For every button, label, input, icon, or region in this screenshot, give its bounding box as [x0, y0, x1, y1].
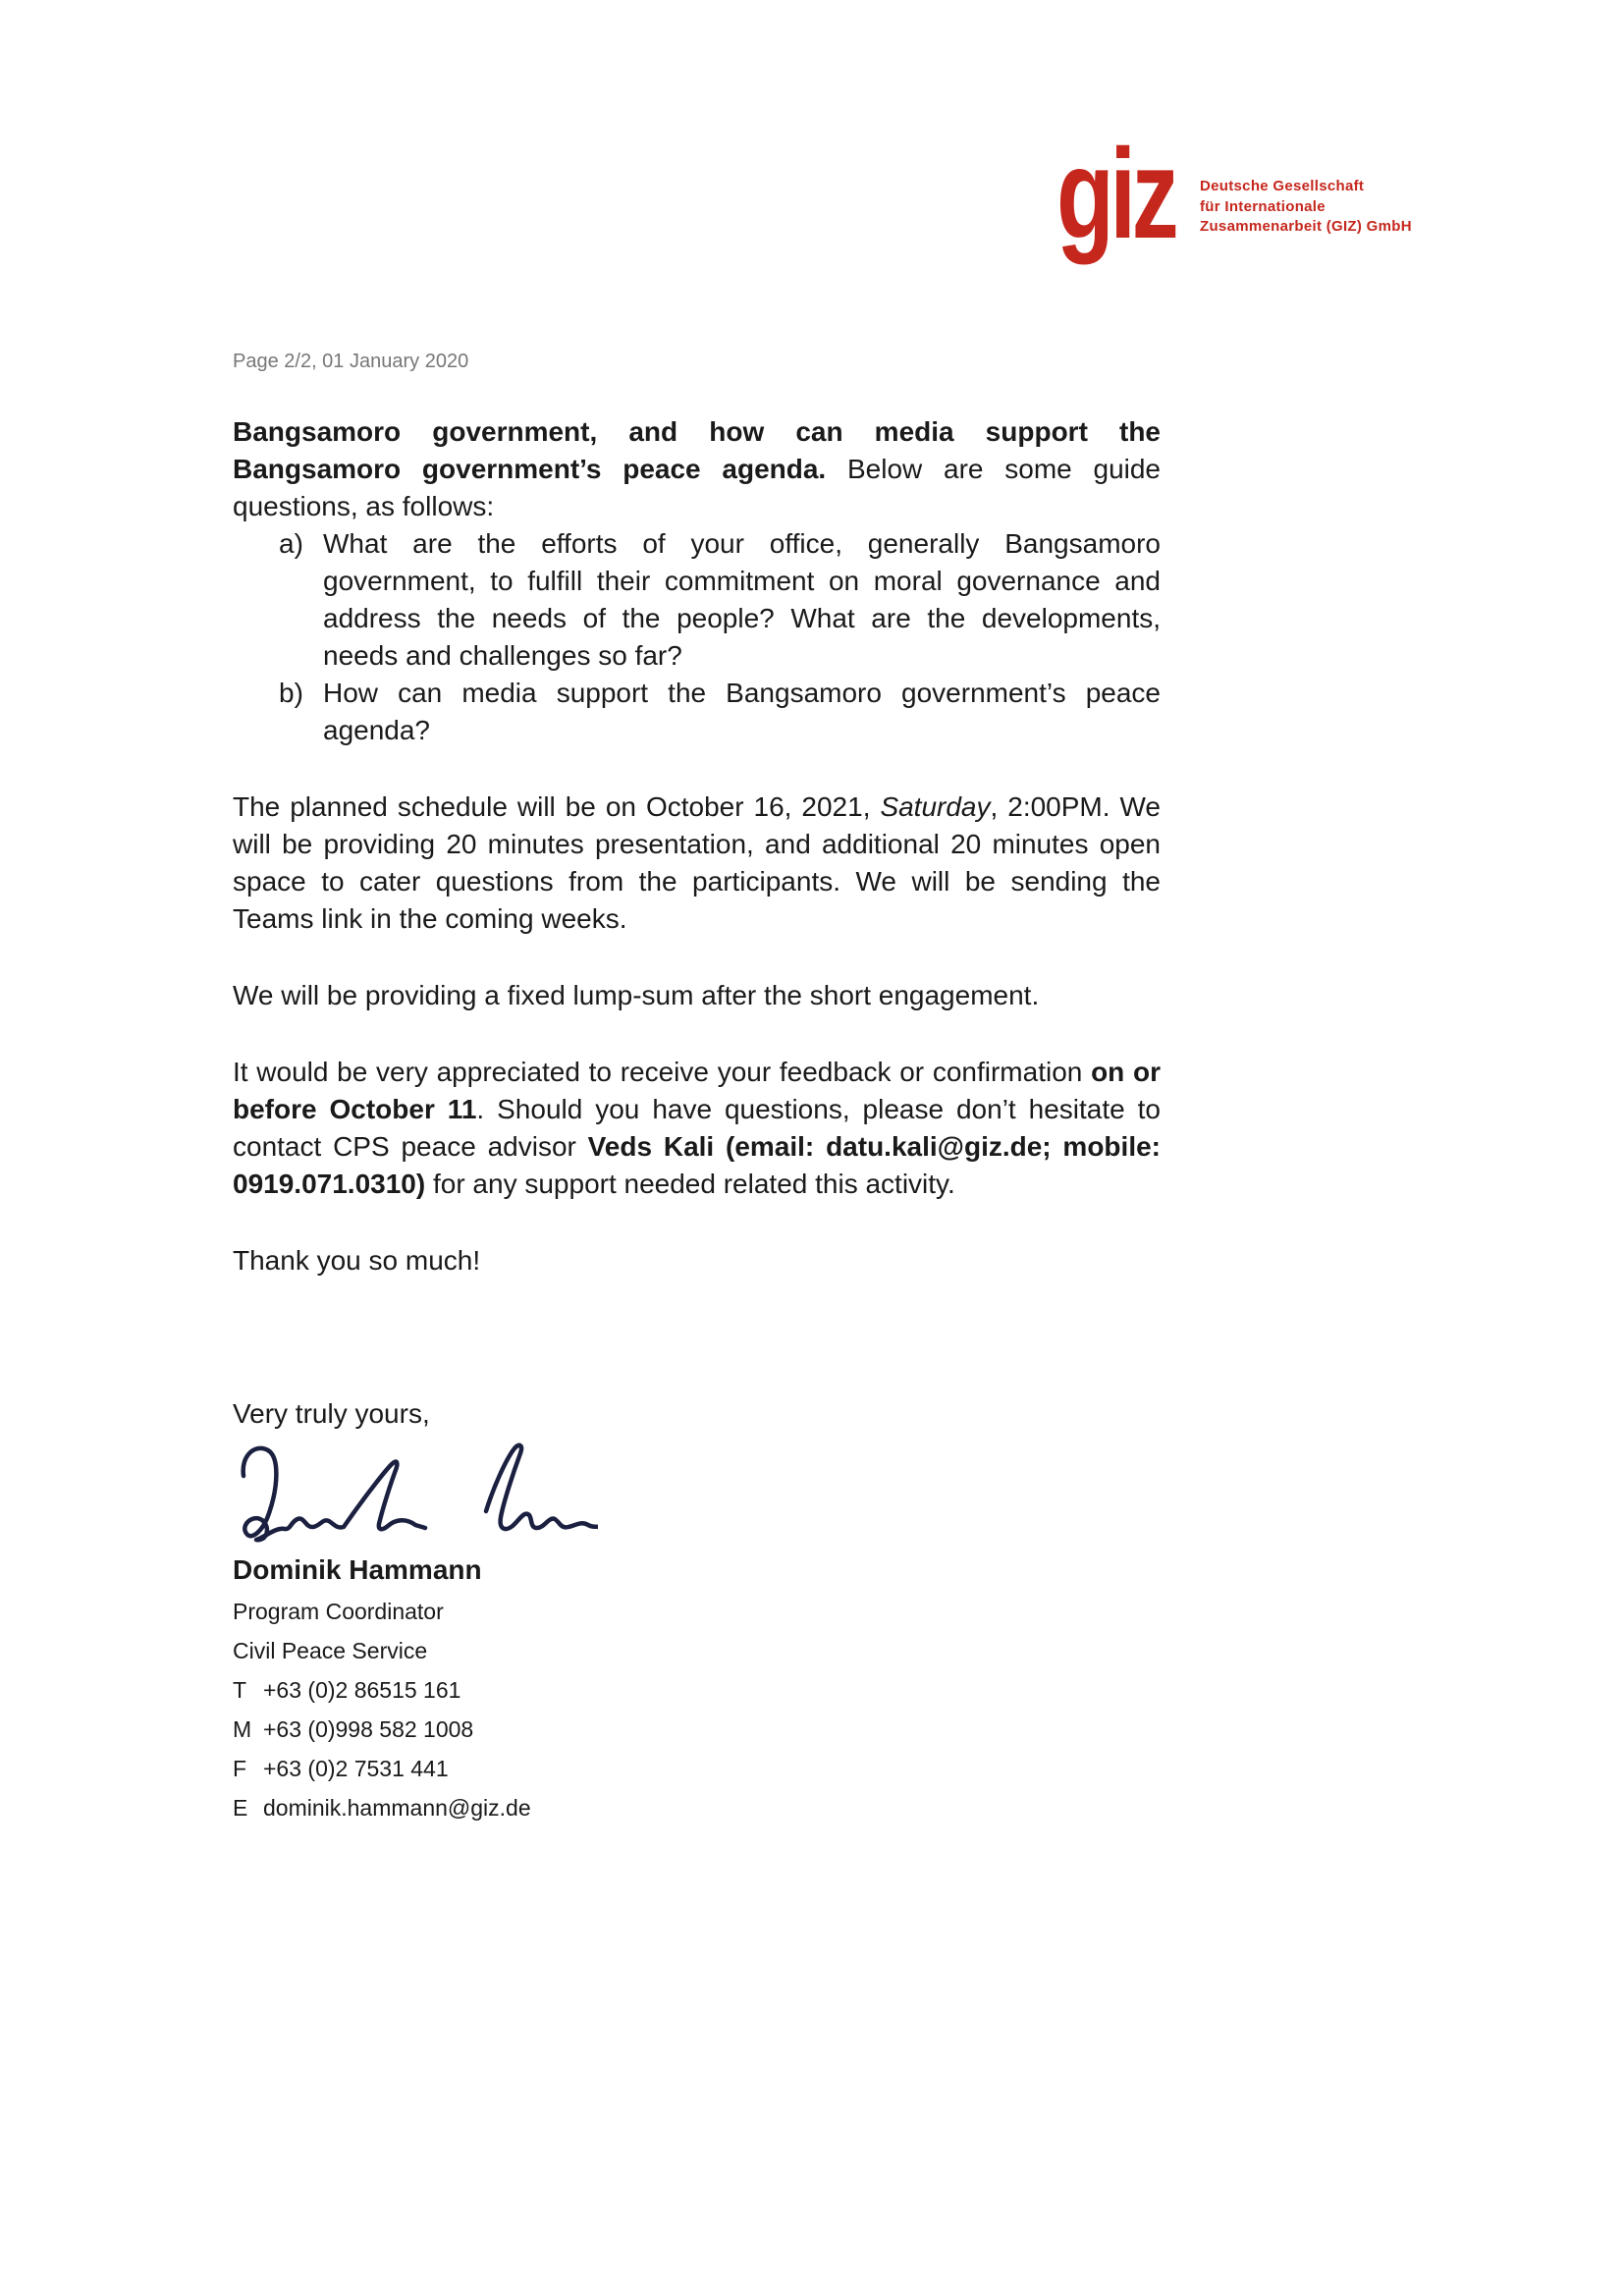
feedback-text-1: It would be very appreciated to receive your feedback or confirmation [233, 1057, 1092, 1087]
giz-logo-tagline [1200, 177, 1412, 238]
contact-value-e: dominik.hammann@giz.de [263, 1795, 531, 1821]
feedback-text-3: for any support needed related this activity. [425, 1169, 955, 1199]
signer-title: Program Coordinator [233, 1599, 444, 1624]
letter-body [233, 349, 1161, 1827]
contact-label-m: M [233, 1716, 252, 1742]
signer-name: Dominik Hammann [233, 1554, 482, 1585]
contact-label-f: F [233, 1756, 247, 1781]
tagline-line-3: Zusammenarbeit (GIZ) GmbH [1200, 218, 1412, 235]
question-marker-a: a) [279, 528, 303, 559]
contact-label-e: E [233, 1795, 248, 1821]
schedule-paragraph [233, 789, 1161, 938]
contact-fax [233, 1749, 1161, 1788]
question-text-a: What are the efforts of your office, generally Bangsamoro government, to fulfill their commitment on moral governance and address the needs of the people? What are the developments, needs and challenges so far? [323, 528, 1161, 671]
contact-email [233, 1788, 1161, 1827]
signer-details [233, 1592, 1161, 1827]
feedback-text-2: . Should you have questions, please don’t hesitate to contact CPS peace advisor [233, 1094, 1161, 1162]
tagline-line-1: Deutsche Gesellschaft [1200, 178, 1365, 194]
giz-logo [1056, 122, 1489, 265]
thanks-line: Thank you so much! [233, 1245, 481, 1276]
question-marker-b: b) [279, 678, 303, 708]
question-item-a [233, 525, 1161, 675]
question-item-b [233, 675, 1161, 749]
signature [233, 1441, 1161, 1551]
feedback-contact-bold: Veds Kali (email: datu.kali@giz.de; mobile: 0919.071.0310) [233, 1131, 1161, 1199]
contact-value-m: +63 (0)998 582 1008 [263, 1716, 474, 1742]
contact-value-f: +63 (0)2 7531 441 [263, 1756, 449, 1781]
contact-telephone [233, 1670, 1161, 1710]
schedule-italic-day: Saturday [880, 791, 991, 822]
intro-paragraph [233, 413, 1161, 525]
signature-image [229, 1441, 598, 1549]
lump-sum-paragraph: We will be providing a fixed lump-sum after the short engagement. [233, 980, 1040, 1010]
giz-logo-wordmark: giz [1056, 122, 1175, 265]
intro-bold-text: Bangsamoro government, and how can media support the Bangsamoro government’s peace agenda. [233, 416, 1161, 484]
page-info: Page 2/2, 01 January 2020 [233, 351, 469, 372]
guide-questions-list [233, 525, 1161, 749]
schedule-text-2: , 2:00PM. We will be providing 20 minutes presentation, and additional 20 minutes open space to cater questions from the participants. We will be sending the Teams link in the coming weeks. [233, 791, 1161, 934]
question-text-b: How can media support the Bangsamoro government’s peace agenda? [323, 678, 1161, 745]
schedule-text-1: The planned schedule will be on October 16, 2021, [233, 791, 881, 822]
contact-label-t: T [233, 1677, 247, 1703]
feedback-deadline-bold: on or before October 11 [233, 1057, 1161, 1124]
contact-value-t: +63 (0)2 86515 161 [263, 1677, 461, 1703]
signer-org: Civil Peace Service [233, 1638, 428, 1663]
contact-mobile [233, 1710, 1161, 1749]
closing-line: Very truly yours, [233, 1398, 430, 1429]
intro-regular-text: Below are some guide questions, as follows: [233, 454, 1162, 521]
tagline-line-2: für Internationale [1200, 197, 1326, 215]
feedback-paragraph [233, 1054, 1161, 1203]
